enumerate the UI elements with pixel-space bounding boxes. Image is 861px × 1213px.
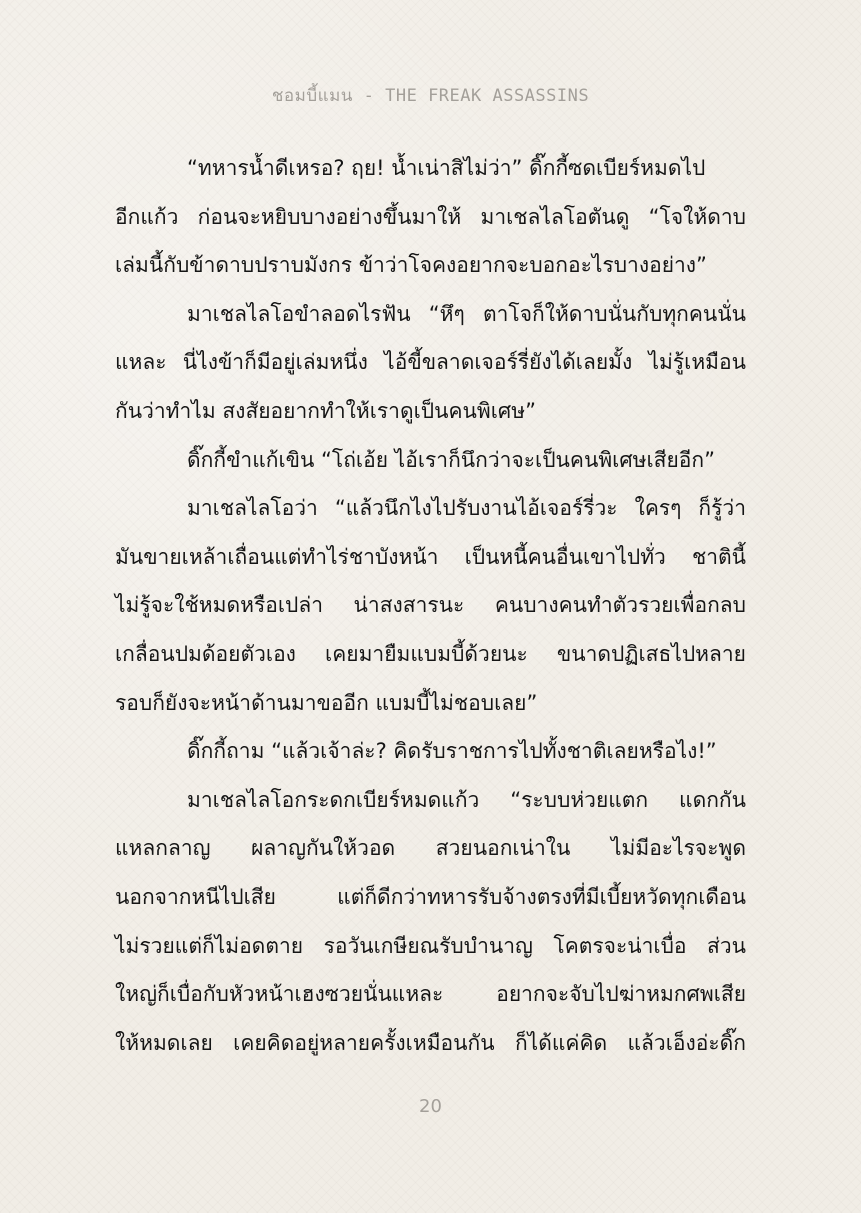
text-line: กันว่าทำไม สงสัยอยากทำให้เราดูเป็นคนพิเศษ”: [115, 398, 536, 423]
text-line: ดิ๊กกี้ถาม “แล้วเจ้าล่ะ? คิดรับราชการไปทั้งชาติเลยหรือไง!”: [187, 739, 717, 764]
text-line: เกลื่อนปมด้อยตัวเอง เคยมายืมแบมบี้ด้วยนะ ขนาดปฏิเสธไปหลาย: [115, 641, 746, 666]
text-line: ให้หมดเลย เคยคิดอยู่หลายครั้งเหมือนกัน ก็ได้แค่คิด แล้วเอ็งอ่ะดิ๊ก: [115, 1030, 746, 1055]
text-line: แหลกลาญ ผลาญกันให้วอด สวยนอกเน่าใน ไม่มีอะไรจะพูด: [115, 836, 746, 861]
text-line: ไม่รวยแต่ก็ไม่อดตาย รอวันเกษียณรับบำนาญ โคตรจะน่าเบื่อ ส่วน: [115, 933, 746, 958]
running-header: ชอมบี้แมน - THE FREAK ASSASSINS: [271, 86, 590, 106]
text-line: ใหญ่ก็เบื่อกับหัวหน้าเฮงซวยนั่นแหละ อยากจะจับไปฆ่าหมกศพเสีย: [115, 982, 746, 1007]
text-line: อีกแก้ว ก่อนจะหยิบบางอย่างขึ้นมาให้ มาเชลไลโอตันดู “โจให้ดาบ: [115, 204, 746, 229]
page-number: 20: [419, 1096, 442, 1117]
text-line: เล่มนี้กับข้าดาบปราบมังกร ข้าว่าโจคงอยากจะบอกอะไรบางอย่าง”: [115, 253, 707, 278]
text-line: มาเชลไลโอขำลอดไรฟัน “หึๆ ตาโจก็ให้ดาบนั่นกับทุกคนนั่น: [187, 301, 746, 326]
page-body: [115, 144, 746, 1067]
text-line: แหละ นี่ไงข้าก็มีอยู่เล่มหนึ่ง ไอ้ขี้ขลาดเจอร์รี่ยังได้เลยมั้ง ไม่รู้เหมือน: [115, 350, 746, 375]
text-line: มาเชลไลโอกระดกเบียร์หมดแก้ว “ระบบห่วยแตก แดกกัน: [187, 787, 746, 812]
text-line: ไม่รู้จะใช้หมดหรือเปล่า น่าสงสารนะ คนบางคนทำตัวรวยเพื่อกลบ: [115, 593, 746, 618]
text-line: มันขายเหล้าเถื่อนแต่ทำไร่ชาบังหน้า เป็นหนี้คนอื่นเขาไปทั่ว ชาตินี้: [115, 544, 746, 569]
text-line: มาเชลไลโอว่า “แล้วนึกไงไปรับงานไอ้เจอร์รี่วะ ใครๆ ก็รู้ว่า: [187, 496, 746, 521]
text-line: ดิ๊กกี้ขำแก้เขิน “โถ่เอ้ย ไอ้เราก็นึกว่าจะเป็นคนพิเศษเสียอีก”: [187, 447, 716, 472]
text-line: รอบก็ยังจะหน้าด้านมาขออีก แบมบี้ไม่ชอบเลย”: [115, 690, 538, 715]
text-line: นอกจากหนีไปเสีย แต่ก็ดีกว่าทหารรับจ้างตรงที่มีเบี้ยหวัดทุกเดือน: [115, 884, 746, 909]
text-line: “ทหารน้ำดีเหรอ? ฤย! น้ำเน่าสิไม่ว่า” ดิ๊กกี้ซดเบียร์หมดไป: [187, 156, 706, 180]
